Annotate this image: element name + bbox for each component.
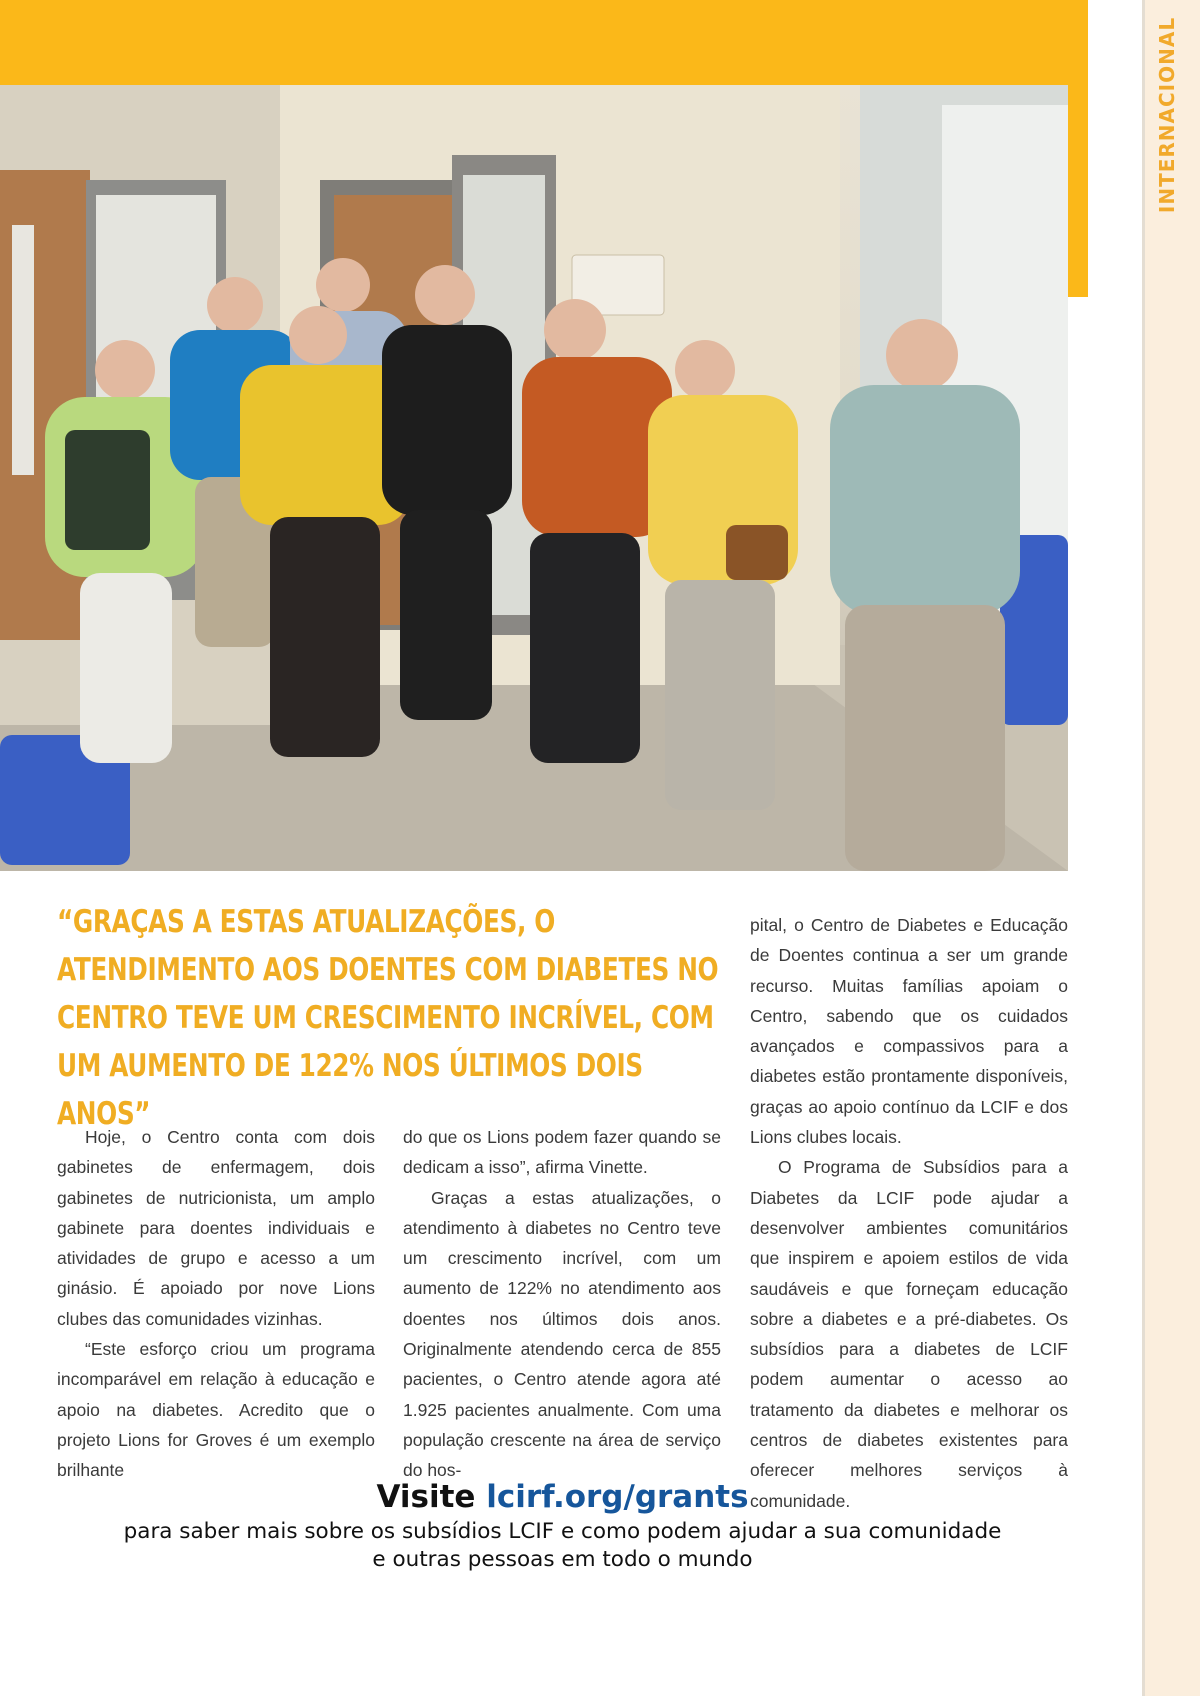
section-label-text: INTERNACIONAL [1155,16,1179,214]
pull-quote: “GRAÇAS A ESTAS ATUALIZAÇÕES, O ATENDIMENTO AOS DOENTES COM DIABETES NO CENTRO TEVE UM CRESCIMENTO INCRÍVEL, COM UM AUMENTO DE 122% NOS ÚLTIMOS DOIS ANOS” [57,904,719,1132]
section-label [1147,0,1187,230]
paragraph: “Este esforço criou um programa incomparável em relação à educação e apoio na diabetes. Acredito que o projeto Lions for Groves é um exemplo brilhante [57,1339,375,1481]
cta-description: para saber mais sobre os subsídios LCIF e como podem ajudar a sua comunidade [123,1519,1002,1544]
side-accent-strip [1068,0,1088,297]
paragraph: Graças a estas atualizações, o atendimento à diabetes no Centro teve um crescimento incrível, com um aumento de 122% no atendimento aos doentes nos últimos dois anos. Originalmente atendendo cerca de 855 pacientes, o Centro atende agora até 1.925 pacientes anualmente. Com uma população crescente na área de serviço do hos- [403,1187,721,1481]
group-photo-illustration [0,85,1068,871]
article-column-2 [403,1122,721,1486]
article-column-3 [750,910,1068,1516]
paragraph: pital, o Centro de Diabetes e Educação de Doentes continua a ser um grande recurso. Muitas famílias apoiam o Centro, sabendo que os cuidados avançados e compassivos para a diabetes estão prontamente disponíveis, graças ao apoio contínuo da LCIF e dos Lions clubes locais. [750,915,1068,1148]
cta-heading [0,1476,1125,1518]
paragraph: do que os Lions podem fazer quando se dedicam a isso”, afirma Vinette. [403,1127,721,1178]
grants-link[interactable]: lcirf.org/grants [486,1479,749,1515]
side-panel [1142,0,1200,1696]
cta-visit-text: Visite [376,1479,476,1515]
article-column-1 [57,1122,375,1486]
group-photo [0,85,1068,871]
cta-description-cont: e outras pessoas em todo o mundo [372,1547,753,1572]
call-to-action [0,1476,1125,1574]
paragraph: Hoje, o Centro conta com dois gabinetes de enfermagem, dois gabinetes de nutricionista, um amplo gabinete para doentes individuais e atividades de grupo e acesso a um ginásio. É apoiado por nove Lions clubes das comunidades vizinhas. [57,1127,375,1329]
top-accent-bar [0,0,1088,85]
paragraph: O Programa de Subsídios para a Diabetes da LCIF pode ajudar a desenvolver ambientes comunitários que inspirem e apoiem estilos de vida saudáveis e que forneçam educação sobre a diabetes e a pré-diabetes. Os subsídios para a diabetes de LCIF podem aumentar o acesso ao tratamento da diabetes e melhorar os centros de diabetes existentes para oferecer melhores serviços à comunidade. [750,1157,1068,1511]
